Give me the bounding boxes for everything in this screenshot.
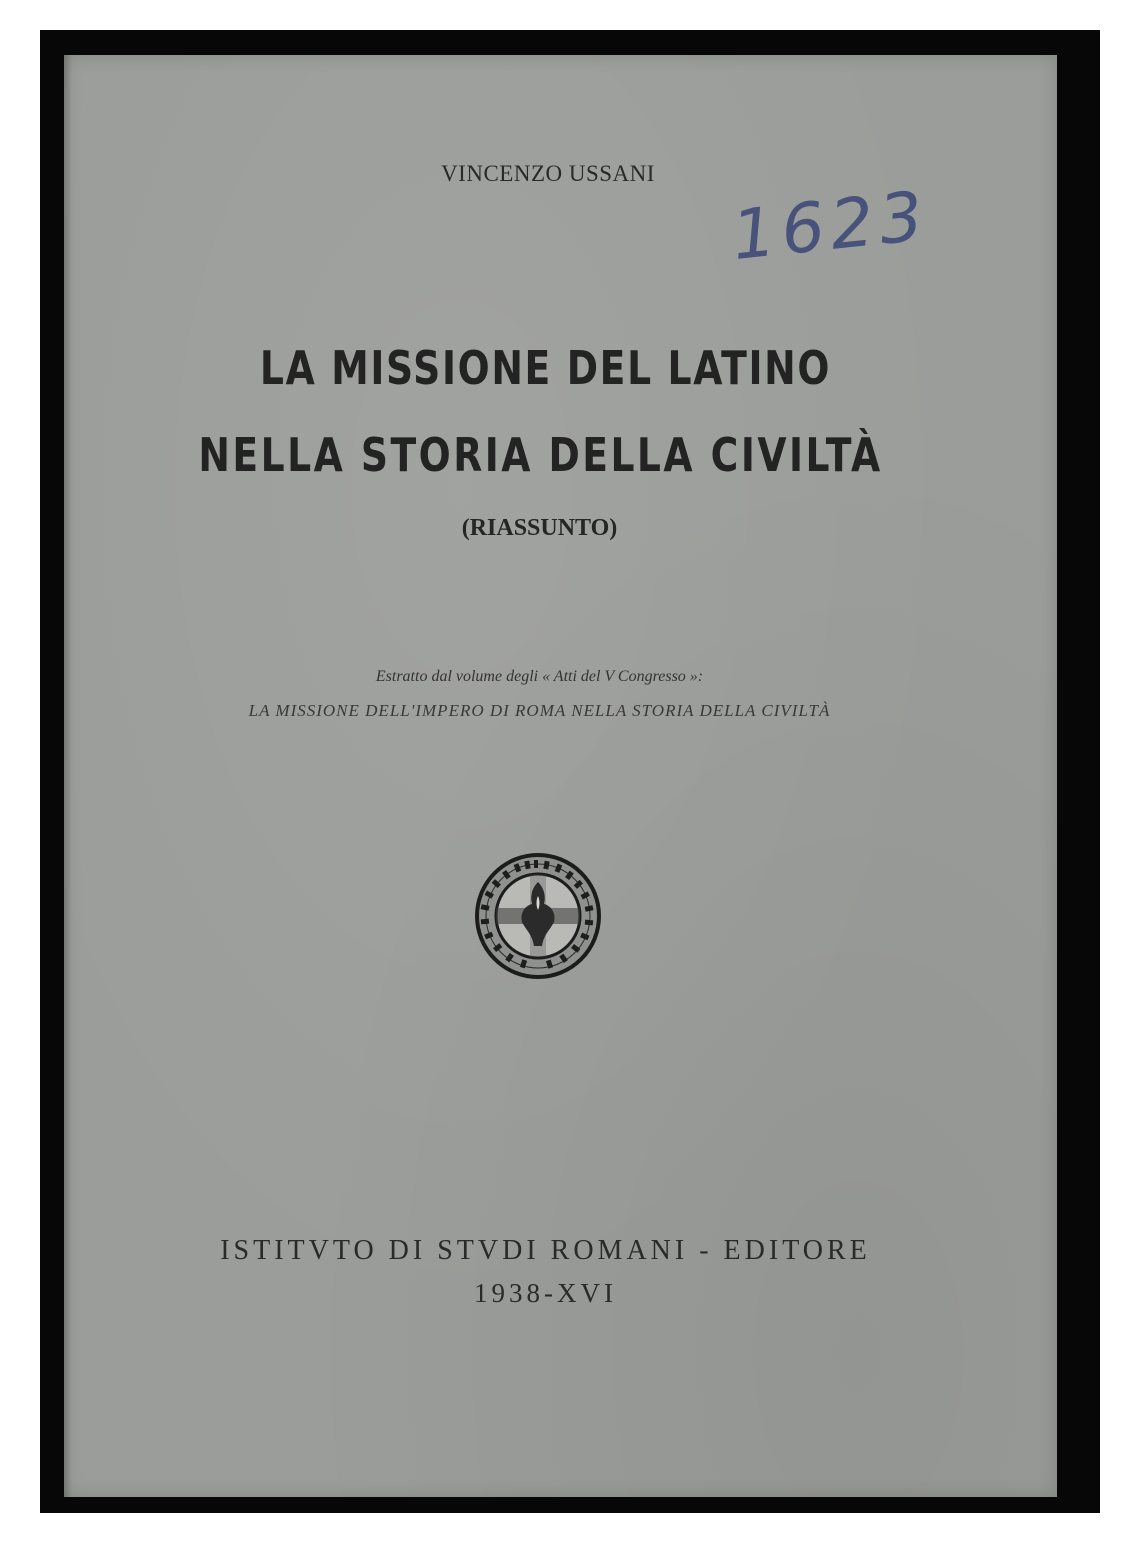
author-name: VINCENZO USSANI <box>441 161 655 186</box>
cover-content <box>64 55 1057 1497</box>
handwritten-inventory-number: 1623 <box>728 176 933 277</box>
extract-volume-title: LA MISSIONE DELL'IMPERO DI ROMA NELLA STORIA DELLA CIVILTÀ <box>248 701 831 720</box>
title-line-1: LA MISSIONE DEL LATINO <box>259 341 832 395</box>
publication-year: 1938-XVI <box>474 1278 617 1308</box>
institute-seal-icon <box>474 852 602 980</box>
booklet-cover <box>64 55 1057 1497</box>
publisher-line: ISTITVTO DI STVDI ROMANI - EDITORE <box>220 1235 871 1266</box>
extract-note: Estratto dal volume degli « Atti del V Congresso »: <box>375 668 704 685</box>
title-line-2: NELLA STORIA DELLA CIVILTÀ <box>198 428 883 482</box>
subtitle: (RIASSUNTO) <box>461 515 618 541</box>
